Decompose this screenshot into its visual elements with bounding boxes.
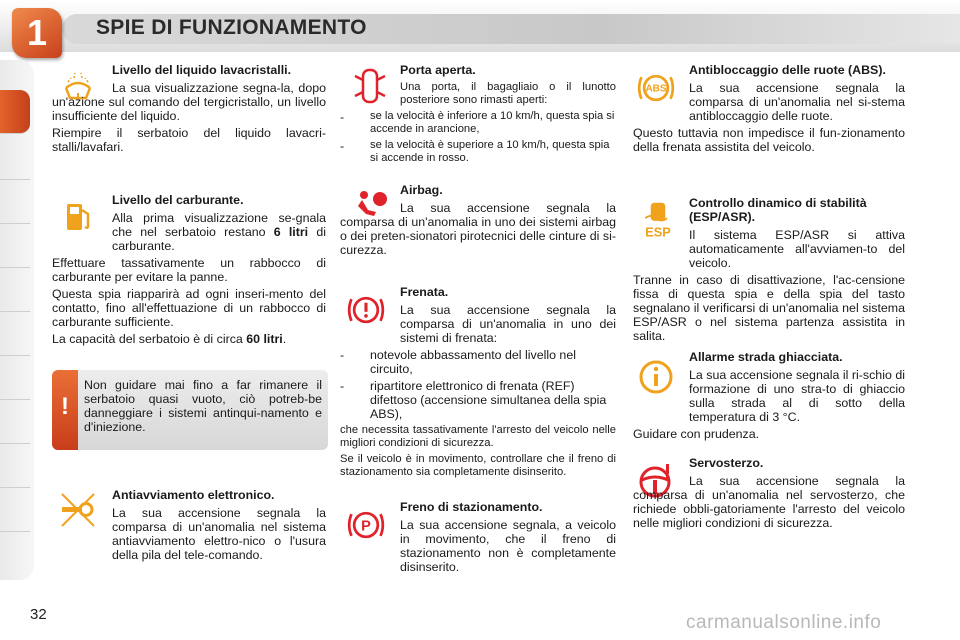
- fuel-capacity: 60 litri: [246, 332, 283, 346]
- side-tab-3[interactable]: [0, 184, 30, 224]
- side-tab-9[interactable]: [0, 448, 30, 488]
- fuel-section: [52, 193, 326, 349]
- immobiliser-title: Antiavviamento elettronico.: [112, 488, 275, 502]
- page-title: SPIE DI FUNZIONAMENTO: [96, 16, 367, 39]
- brake-bullet-2: - ripartitore elettronico di frenata (REF) difettoso (accensione simultanea della spia ABS),: [340, 379, 616, 421]
- brake-section: [340, 285, 616, 482]
- brake-title: Frenata.: [400, 285, 449, 299]
- watermark: carmanualsonline.info: [686, 612, 882, 633]
- fuel-text-4: [52, 332, 326, 346]
- side-tab-4[interactable]: [0, 228, 30, 268]
- washer-section: [52, 63, 326, 157]
- fuel-text-1c: di carburante.: [112, 225, 326, 253]
- side-tab-index: [0, 60, 34, 580]
- brake-text-2: che necessita tassativamente l'arresto del veicolo nelle migliori condizioni di sicurezza.: [340, 424, 616, 449]
- steering-title: Servosterzo.: [689, 456, 764, 470]
- esp-section: [633, 196, 905, 346]
- door-section: [340, 63, 616, 168]
- warning-text: Non guidare mai fino a far rimanere il serbatoio quasi vuoto, ciò potreb-be danneggiare i sistemi antinqui-namento e d'iniezione.: [84, 378, 322, 434]
- ice-text-2: Guidare con prudenza.: [633, 427, 760, 441]
- svg-text:ABS: ABS: [645, 83, 667, 95]
- svg-text:P: P: [361, 518, 371, 535]
- chapter-badge: [12, 8, 62, 58]
- exclamation-icon: !: [61, 393, 69, 420]
- door-bullet-2: - se la velocità è superiore a 10 km/h, questa spia si accende in rosso.: [340, 139, 616, 165]
- brake-bullet-1: - notevole abbassamento del livello nel circuito,: [340, 348, 616, 376]
- page-number: 32: [30, 606, 47, 623]
- fuel-text-3: Questa spia riapparirà ad ogni inseri-mento del contatto, fino all'effettuazione di un rabbocco di carburante sufficiente.: [52, 287, 326, 329]
- immobiliser-text: La sua accensione segnala la comparsa di un'anomalia nel sistema antiavviamento elettro-nico o l'usura della pila del tele-comando.: [112, 506, 326, 562]
- ice-title: Allarme strada ghiacciata.: [689, 350, 843, 364]
- side-tab-7[interactable]: [0, 360, 30, 400]
- side-tab-6[interactable]: [0, 316, 30, 356]
- side-tab-2[interactable]: [0, 140, 30, 180]
- chapter-number: 1: [26, 12, 48, 53]
- fuel-text-4a: La capacità del serbatoio è di circa: [52, 332, 247, 346]
- airbag-title: Airbag.: [400, 183, 443, 197]
- abs-text-1: [633, 81, 905, 123]
- steering-text: La sua accensione segnala la comparsa di un'anomalia nel servosterzo, che richiede obbli-gatoriamente l'arresto del veicolo nelle migliori condizioni di sicurezza.: [633, 474, 905, 530]
- parking-section: [340, 500, 616, 577]
- washer-text-2: Riempire il serbatoio del liquido lavacri-stalli/lavafari.: [52, 126, 326, 154]
- washer-title: Livello del liquido lavacristalli.: [112, 63, 292, 77]
- abs-text-1-span: La sua accensione segnala la comparsa di un'anomalia nel si-stema antibloccaggio delle ruote.: [689, 81, 905, 123]
- fuel-text-2: Effettuare tassativamente un rabbocco di carburante per evitare la panne.: [52, 256, 326, 284]
- abs-title: Antibloccaggio delle ruote (ABS).: [689, 63, 886, 77]
- door-title: Porta aperta.: [400, 63, 476, 77]
- fuel-text-1a: Alla prima visualizzazione se-gnala che nel serbatoio restano: [112, 211, 326, 239]
- fuel-text-1: [52, 211, 326, 253]
- washer-text-1: La sua visualizzazione segna-la, dopo un'azione sul comando del tergicristallo, un livello insufficiente del liquido.: [52, 81, 326, 123]
- warning-text-block: [84, 378, 322, 437]
- brake-bullet-1-text: notevole abbassamento del livello nel circuito,: [370, 348, 576, 376]
- side-tab-8[interactable]: [0, 404, 30, 444]
- abs-section: [633, 63, 905, 157]
- fuel-amount: 6 litri: [273, 225, 309, 239]
- parking-text: La sua accensione segnala, a veicolo in movimento, che il freno di stazionamento non è completamente disinserito.: [400, 518, 616, 574]
- steering-section: [633, 456, 905, 533]
- fuel-title: Livello del carburante.: [112, 193, 244, 207]
- side-tab-1[interactable]: [0, 90, 30, 134]
- door-text: Una porta, il bagagliaio o il lunotto posteriore sono rimasti aperti:: [400, 81, 616, 106]
- esp-title: Controllo dinamico di stabilità (ESP/ASR).: [689, 196, 867, 224]
- abs-text-2: Questo tuttavia non impedisce il fun-zionamento della frenata assistita del veicolo.: [633, 126, 905, 154]
- ice-text-1: La sua accensione segnala il ri-schio di formazione di uno stra-to di ghiaccio sulla strada al di sotto della temperatura di 3 °C.: [689, 368, 905, 424]
- esp-text-2: Tranne in caso di disattivazione, l'ac-censione fissa di questa spia e della spia del tasto segnalano il verificarsi di un'anomalia nel sistema ESP/ASR o nel sistema partenza assistita in salita.: [633, 273, 905, 343]
- airbag-text: La sua accensione segnala la comparsa di un'anomalia in uno dei sistemi airbag o dei preten-sionatori pirotecnici delle cinture di si-curezza.: [340, 201, 616, 257]
- esp-icon-label: ESP: [645, 224, 671, 240]
- door-bullet-1-text: se la velocità è inferiore a 10 km/h, questa spia si accende in arancione,: [370, 110, 615, 135]
- side-tab-10[interactable]: [0, 492, 30, 532]
- door-bullet-1: - se la velocità è inferiore a 10 km/h, questa spia si accende in arancione,: [340, 110, 615, 135]
- immobiliser-section: [52, 488, 326, 565]
- side-tab-5[interactable]: [0, 272, 30, 312]
- brake-text-3: Se il veicolo è in movimento, controllare che il freno di stazionamento sia completamente disinserito.: [340, 453, 616, 478]
- parking-title: Freno di stazionamento.: [400, 500, 543, 514]
- brake-bullet-2-text: ripartitore elettronico di frenata (REF) difettoso (accensione simultanea della spia ABS),: [370, 379, 607, 421]
- brake-text-1: La sua accensione segnala la comparsa di un'anomalia in uno dei sistemi di frenata:: [400, 303, 616, 345]
- airbag-section: [340, 183, 616, 260]
- ice-section: [633, 350, 905, 444]
- esp-text-1: Il sistema ESP/ASR si attiva automaticamente all'avviamen-to del veicolo.: [689, 228, 905, 270]
- door-bullet-2-text: se la velocità è superiore a 10 km/h, questa spia si accende in rosso.: [370, 139, 610, 164]
- fuel-text-4c: .: [282, 332, 287, 346]
